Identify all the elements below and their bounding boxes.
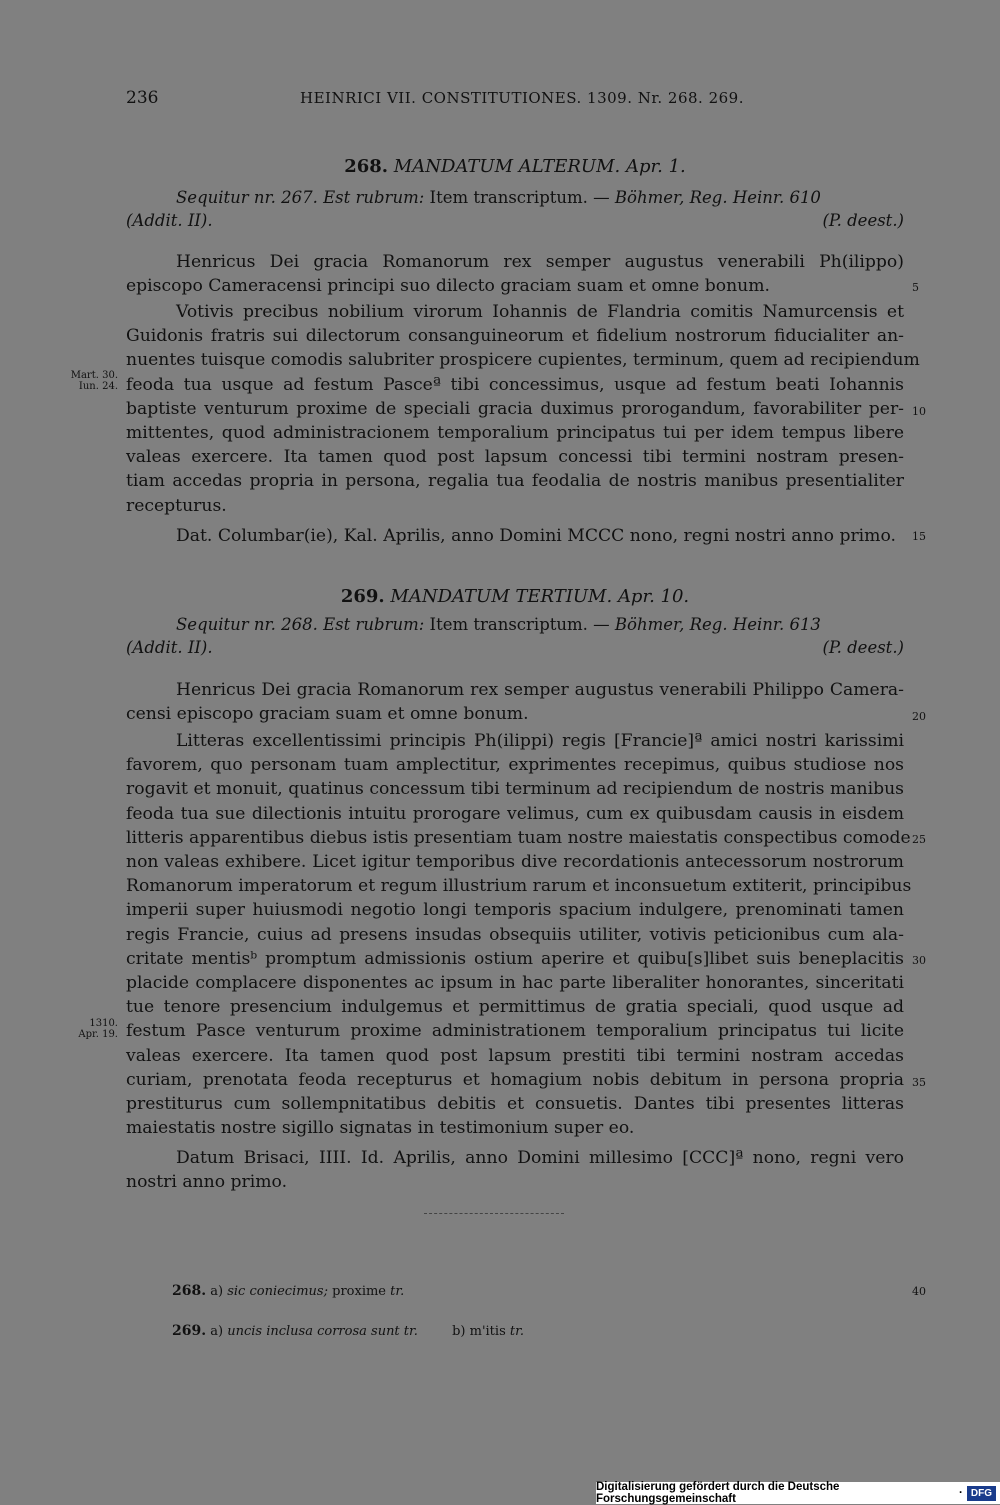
- footnote-text: uncis inclusa corrosa sunt tr.: [227, 1324, 418, 1339]
- text-line: curiam, prenotata feoda recepturus et homagium nobis debitum in persona propria: [126, 1069, 904, 1090]
- doc-268-title: [126, 156, 904, 177]
- doc-269-datum: [126, 1146, 904, 1194]
- source-regest: — Böhmer, Reg. Heinr. 613: [593, 615, 821, 634]
- text-line: favorem, quo personam tuam amplectitur, exprimentes recepimus, quibus studiose nos: [126, 755, 904, 776]
- doc-269-number: 269.: [340, 586, 385, 607]
- text-line: valeas exercere. Ita tamen quod post lapsum prestiti tibi termini nostram accedas: [126, 1045, 904, 1066]
- running-title: HEINRICI VII. CONSTITUTIONES. 1309. Nr. 268. 269.: [300, 89, 744, 107]
- line-number: 35: [912, 1076, 926, 1089]
- text-line: feoda tua sue dilectionis intuitu prorogare velimus, cum ex quibusdam causis in eisdem: [126, 803, 904, 824]
- line-number: 40: [912, 1285, 926, 1298]
- text-line: Henricus Dei gracia Romanorum rex semper augustus venerabili Ph(ilippo): [176, 252, 904, 272]
- dfg-logo-icon: DFG: [967, 1486, 996, 1501]
- footnote-text: sic coniecimus;: [227, 1284, 328, 1299]
- text-line: litteris apparentibus diebus istis presentiam tuam nostre maiestatis conspectibus comode: [126, 827, 911, 848]
- text-line: valeas exercere. Ita tamen quod post lapsum concessi tibi termini nostram presen-: [126, 447, 904, 468]
- text-line: maiestatis nostre sigillo signatas in testimonium super eo.: [126, 1118, 635, 1139]
- source-text: Item transcriptum.: [429, 615, 588, 634]
- text-line: baptiste venturum proxime de speciali gracia duximus prorogandum, favorabiliter per-: [126, 398, 904, 419]
- text-line: regis Francie, cuius ad presens insudas obsequiis utiliter, votivis peticionibus cum ala-: [126, 924, 904, 945]
- text-line: non valeas exhibere. Licet igitur temporibus dive recordationis antecessorum nostrorum: [126, 852, 904, 873]
- footnote-269: [172, 1323, 524, 1339]
- text-line: prestiturus cum sollempnitatibus debitis et consuetis. Dantes tibi presentes litteras: [126, 1094, 904, 1115]
- doc-268-source: [126, 186, 904, 232]
- banner-text: Digitalisierung gefördert durch die Deutsche Forschungsgemeinschaft: [596, 1481, 840, 1505]
- text-line: imperii super huiusmodi negotio longi temporis spacium indulgere, prenominati tamen: [126, 900, 904, 921]
- footnote-text: tr.: [509, 1324, 525, 1339]
- line-number: 10: [912, 405, 926, 418]
- source-addit: (Addit. II).: [126, 638, 213, 657]
- text-line: Datum Brisaci, IIII. Id. Aprilis, anno Domini millesimo [CCC]ª nono, regni vero: [176, 1148, 904, 1168]
- text-line: episcopo Cameracensi principi suo dilecto graciam suam et omne bonum.: [126, 276, 770, 297]
- text-line: Dat. Columbar(ie), Kal. Aprilis, anno Domini MCCC nono, regni nostri anno primo.: [176, 526, 896, 546]
- margin-note-line: Mart. 30.: [70, 370, 118, 381]
- footnote-text: m'itis: [469, 1324, 506, 1339]
- section-divider: [424, 1213, 564, 1214]
- text-line: placide complacere disponentes ac ipsum in hac parte liberaliter honorantes, sinceritati: [126, 973, 904, 994]
- doc-268-intitulatio: [126, 250, 904, 298]
- doc-269-margin-note: [62, 1018, 118, 1040]
- text-line: Romanorum imperatorum et regum illustrium rarum et inconsuetum extiterit, principibus: [126, 876, 912, 897]
- source-regest: — Böhmer, Reg. Heinr. 610: [593, 188, 821, 207]
- doc-268-margin-note: [62, 370, 118, 392]
- text-line: Votivis precibus nobilium virorum Iohannis de Flandria comitis Namurcensis et: [176, 302, 904, 322]
- doc-268-datum: [126, 524, 904, 548]
- source-deest: (P. deest.): [822, 638, 904, 657]
- line-number: 5: [912, 281, 919, 294]
- text-line: nuentes tuisque comodis salubriter prospicere cupientes, terminum, quem ad recipiendum: [126, 350, 920, 371]
- page-header: [126, 88, 904, 112]
- page-number: 236: [126, 88, 159, 108]
- text-line: mittentes, quod administracionem temporalium principatus tui per idem tempus libere: [126, 423, 904, 444]
- dfg-banner: Digitalisierung gefördert durch die Deutsche Forschungsgemeinschaft · DFG: [596, 1482, 1000, 1504]
- text-line: Henricus Dei gracia Romanorum rex semper augustus venerabili Philippo Camera-: [176, 680, 904, 700]
- text-line: rogavit et monuit, quatinus concessum tibi terminum ad recipiendum de nostris manibus: [126, 779, 904, 800]
- text-line: critate mentisᵇ promptum admissionis ostium aperire et quibu[s]libet suis beneplacitis: [126, 948, 904, 969]
- footnote-text: tr.: [390, 1284, 405, 1299]
- source-ref: Sequitur nr. 268. Est rubrum:: [176, 615, 425, 634]
- footnote-number: 268.: [172, 1283, 207, 1299]
- source-text: Item transcriptum.: [429, 188, 588, 207]
- margin-note-line: Apr. 19.: [78, 1029, 118, 1040]
- text-line: nostri anno primo.: [126, 1172, 288, 1193]
- footnote-number: 269.: [172, 1323, 207, 1339]
- text-line: Litteras excellentissimi principis Ph(ilippi) regis [Francie]ª amici nostri karissimi: [176, 731, 904, 751]
- doc-269-date: Apr. 10.: [617, 586, 690, 607]
- source-deest: (P. deest.): [822, 211, 904, 230]
- text-line: censi episcopo graciam suam et omne bonum.: [126, 704, 529, 725]
- doc-269-intitulatio: [126, 678, 904, 726]
- text-line: festum Pasce venturum proxime administrationem temporalium principatus tui licite: [126, 1021, 904, 1042]
- footnote-text: proxime: [332, 1284, 386, 1299]
- margin-note-line: Iun. 24.: [78, 381, 118, 392]
- doc-268-heading: MANDATUM ALTERUM.: [393, 156, 621, 177]
- doc-269-body: [126, 729, 912, 1140]
- text-line: tue tenore presencium indulgemus et permittimus de gratia speciali, quod usque ad: [126, 997, 904, 1018]
- doc-268-number: 268.: [344, 156, 389, 177]
- margin-note-line: 1310.: [89, 1018, 118, 1029]
- source-addit: (Addit. II).: [126, 211, 213, 230]
- footnote-mark: b): [452, 1324, 466, 1339]
- footnote-mark: a): [210, 1284, 224, 1299]
- line-number: 15: [912, 530, 926, 543]
- doc-269-title: [126, 586, 904, 607]
- footnote-mark: a): [210, 1324, 224, 1339]
- doc-269-source: [126, 613, 904, 659]
- text-line: Guidonis fratris sui dilectorum consanguineorum et fidelium nostrorum fiducialiter an-: [126, 326, 904, 347]
- line-number: 20: [912, 710, 926, 723]
- doc-268-date: Apr. 1.: [626, 156, 686, 177]
- line-number: 30: [912, 954, 926, 967]
- text-line: recepturus.: [126, 495, 227, 516]
- text-line: feoda tua usque ad festum Pasceª tibi concessimus, usque ad festum beati Iohannis: [126, 374, 904, 395]
- doc-269-heading: MANDATUM TERTIUM.: [390, 586, 613, 607]
- line-number: 25: [912, 833, 926, 846]
- source-ref: Sequitur nr. 267. Est rubrum:: [176, 188, 425, 207]
- text-line: tiam accedas propria in persona, regalia tua feodalia de nostris manibus presentialiter: [126, 471, 904, 492]
- footnote-268: [172, 1283, 404, 1299]
